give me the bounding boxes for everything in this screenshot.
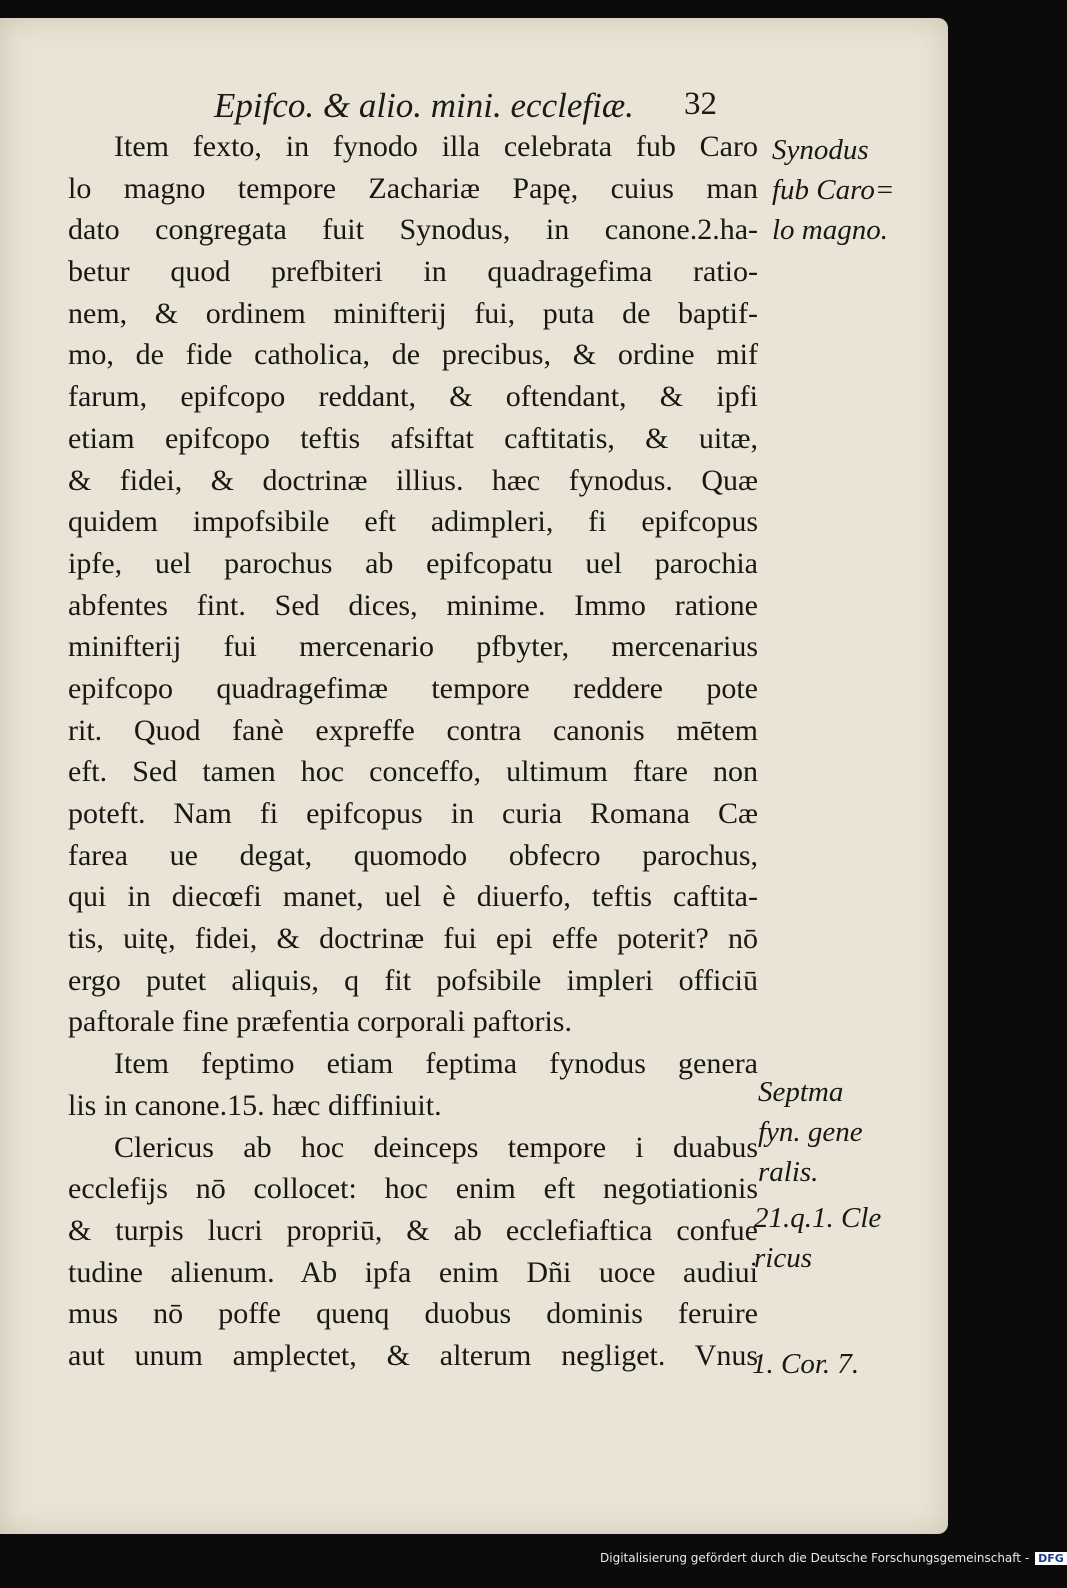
text-line: rit. Quod fanè expreffe contra canonis mētem bbox=[68, 713, 758, 747]
margin-note-line: fyn. gene bbox=[758, 1116, 863, 1148]
margin-note-septima bbox=[758, 1072, 863, 1192]
text-line: paftorale fine præfentia corporali paftoris. bbox=[68, 1005, 572, 1039]
text-line: minifterij fui mercenario pfbyter, mercenarius bbox=[68, 630, 758, 664]
body-text bbox=[68, 126, 758, 1377]
text-line: ergo putet aliquis, q fit pofsibile impleri officiū bbox=[68, 963, 758, 997]
margin-note-line: fub Caro= bbox=[772, 174, 895, 206]
text-line: abfentes fint. Sed dices, minime. Immo ratione bbox=[68, 588, 758, 622]
text-line: aut unum amplectet, & alterum negliget. Vnus bbox=[68, 1338, 758, 1372]
text-line: lis in canone.15. hæc diffiniuit. bbox=[68, 1088, 442, 1122]
text-line: dato congregata fuit Synodus, in canone.2.ha- bbox=[68, 213, 758, 247]
text-line: Clericus ab hoc deinceps tempore i duabus bbox=[114, 1130, 758, 1164]
text-line: farum, epifcopo reddant, & oftendant, & ipfi bbox=[68, 380, 758, 414]
text-line: Item fexto, in fynodo illa celebrata fub Caro bbox=[114, 130, 758, 163]
margin-note-corinthians bbox=[752, 1344, 859, 1384]
margin-note-line: ricus bbox=[754, 1242, 812, 1274]
margin-note-synodus bbox=[772, 130, 894, 250]
running-head: Epifco. & alio. mini. ecclefiæ. bbox=[214, 86, 634, 125]
margin-note-canon-reference bbox=[754, 1198, 881, 1278]
margin-note-line: ralis. bbox=[758, 1156, 819, 1188]
margin-note-line: 21.q.1. Cle bbox=[754, 1202, 882, 1234]
text-line: epifcopo quadragefimæ tempore reddere pote bbox=[68, 671, 758, 705]
text-line: ipfe, uel parochus ab epifcopatu uel parochia bbox=[68, 546, 758, 580]
text-line: & fidei, & doctrinæ illius. hæc fynodus. Quæ bbox=[68, 463, 758, 497]
text-line: tudine alienum. Ab ipfa enim Dñi uoce audiui bbox=[68, 1255, 758, 1289]
text-line: poteft. Nam fi epifcopus in curia Romana Cæ bbox=[68, 797, 758, 830]
text-line: tis, uitę, fidei, & doctrinæ fui epi effe poterit? nō bbox=[68, 922, 758, 956]
page-number: 32 bbox=[684, 86, 717, 122]
text-line: qui in diecœfi manet, uel è diuerfo, teftis caftita- bbox=[68, 880, 758, 914]
text-line: lo magno tempore Zachariæ Papę, cuius man bbox=[68, 171, 758, 205]
margin-note-line: lo magno. bbox=[772, 214, 888, 246]
text-line: ecclefijs nō collocet: hoc enim eft negotiationis bbox=[68, 1172, 758, 1206]
text-line: eft. Sed tamen hoc conceffo, ultimum ftare non bbox=[68, 755, 758, 789]
margin-note-line: 1. Cor. 7. bbox=[752, 1348, 860, 1380]
margin-note-line: Synodus bbox=[772, 134, 869, 166]
text-line: mus nō poffe quenq duobus dominis feruire bbox=[68, 1297, 758, 1331]
text-line: betur quod prefbiteri in quadragefima ratio- bbox=[68, 255, 758, 289]
text-line: etiam epifcopo teftis afsiftat caftitatis, & uitæ, bbox=[68, 421, 758, 455]
dfg-logo: DFG bbox=[1035, 1552, 1067, 1565]
credit-text: Digitalisierung gefördert durch die Deutsche Forschungsgemeinschaft - bbox=[600, 1551, 1030, 1565]
text-line: nem, & ordinem minifterij fui, puta de baptif- bbox=[68, 296, 758, 330]
margin-note-line: Septma bbox=[758, 1076, 844, 1108]
text-line: quidem impofsibile eft adimpleri, fi epifcopus bbox=[68, 505, 758, 539]
digitization-credit bbox=[600, 1551, 1067, 1565]
text-line: mo, de fide catholica, de precibus, & ordine mif bbox=[68, 338, 758, 372]
text-line: & turpis lucri propriū, & ab ecclefiaftica confue bbox=[68, 1213, 758, 1247]
text-line: farea ue degat, quomodo obfecro parochus, bbox=[68, 838, 758, 872]
text-line: Item feptimo etiam feptima fynodus genera bbox=[114, 1047, 758, 1081]
